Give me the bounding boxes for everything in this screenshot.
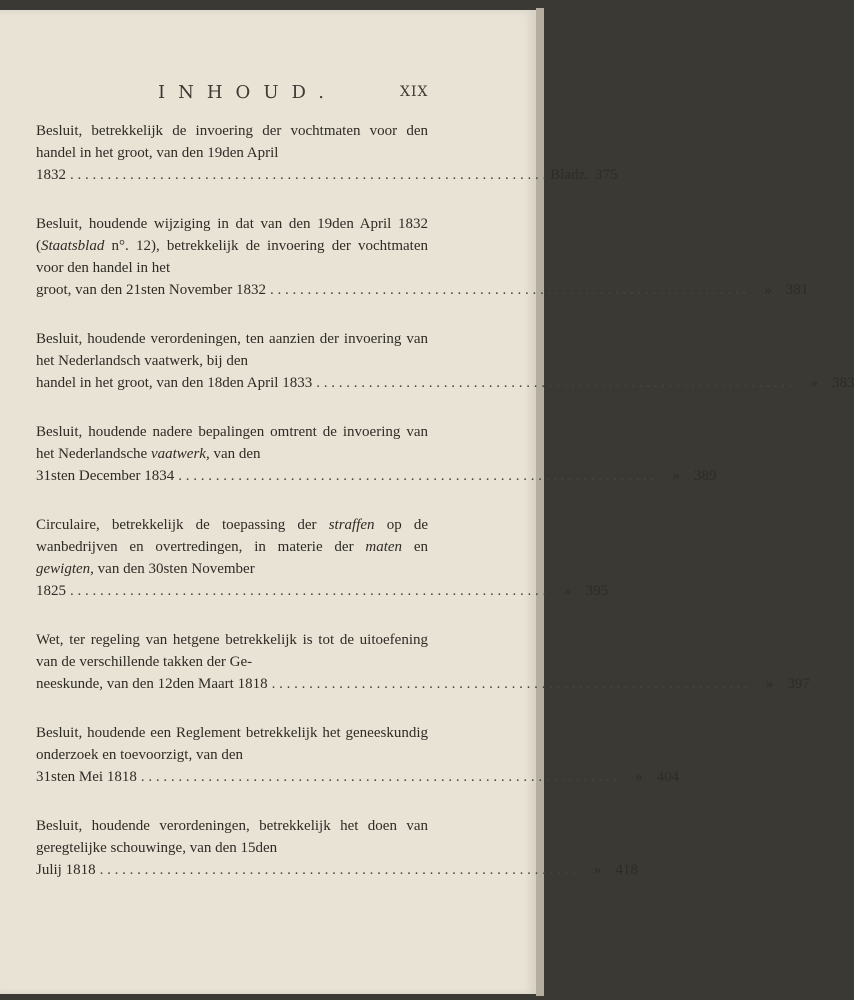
page-header xyxy=(0,80,536,110)
page-ref-mark: Bladz. xyxy=(550,167,589,183)
entry-page-ref xyxy=(580,859,638,881)
page-ref-number: 397 xyxy=(787,676,810,692)
toc-entry xyxy=(36,213,809,301)
entry-text-part: op de wanbedrijven en overtredingen, in materie der xyxy=(36,517,428,555)
entry-last-line: 31sten December 1834 xyxy=(36,468,175,484)
entry-leader-line xyxy=(36,279,809,301)
table-of-contents xyxy=(36,120,854,908)
entry-page-ref xyxy=(750,279,808,301)
entry-leader-line xyxy=(36,465,717,487)
entry-text: Besluit, betrekkelijk de invoering der vochtmaten voor den handel in het groot, van den 19den April xyxy=(36,123,428,161)
toc-entry xyxy=(36,815,638,881)
dot-leader: . . . . . . . . . . . . . . . . . . . . . . . . . . . . . . . . . . . . . . . . . . . . . . . . . . . . . . . . . . . . . . . . xyxy=(271,676,748,692)
entry-last-line: handel in het groot, van den 18den April 1833 xyxy=(36,375,313,391)
entry-text-italic: straffen xyxy=(328,517,375,533)
entry-text xyxy=(36,421,428,465)
toc-entry xyxy=(36,629,810,695)
page-number: XIX xyxy=(400,84,429,100)
toc-entry xyxy=(36,514,609,602)
page-ref-number: 418 xyxy=(615,862,638,878)
entry-last-line: 1825 xyxy=(36,583,66,599)
page-ref-mark: » xyxy=(593,862,602,878)
toc-entry xyxy=(36,421,717,487)
entry-text-part: , van den 30sten November xyxy=(90,561,255,577)
page-ref-mark: » xyxy=(810,375,818,391)
entry-last-line: 31sten Mei 1818 xyxy=(36,769,137,785)
entry-leader-line xyxy=(36,580,609,602)
dot-leader: . . . . . . . . . . . . . . . . . . . . . . . . . . . . . . . . . . . . . . . . . . . . . . . . . . . . . . . . . . . . . . . . xyxy=(140,769,618,785)
page-ref-mark: » xyxy=(764,282,772,298)
entry-text-part: en xyxy=(402,539,428,555)
page-ref-number: 381 xyxy=(785,282,809,298)
entry-text: Besluit, houdende verordeningen, betrekkelijk het doen van geregtelijke schouwinge, van den 15den xyxy=(36,818,428,856)
page-ref-mark: » xyxy=(635,769,643,785)
entry-page-ref xyxy=(550,580,608,602)
entry-page-ref xyxy=(621,766,679,788)
entry-text: Wet, ter regeling van hetgene betrekkelijk is tot de uitoefening van de verschillende takken der Ge- xyxy=(36,632,428,670)
dot-leader: . . . . . . . . . . . . . . . . . . . . . . . . . . . . . . . . . . . . . . . . . . . . . . . . . . . . . . . . . . . . . . . . xyxy=(316,375,793,391)
entry-text-part: n°. 12), betrekkelijk de invoering der vochtmaten voor den handel in het xyxy=(36,238,428,276)
dot-leader: . . . . . . . . . . . . . . . . . . . . . . . . . . . . . . . . . . . . . . . . . . . . . . . . . . . . . . . . . . . . . . . . xyxy=(178,468,655,484)
entry-text: Besluit, houdende verordeningen, ten aanzien der invoering van het Nederlandsch vaatwerk, bij den xyxy=(36,331,428,369)
toc-entry xyxy=(36,120,618,186)
entry-leader-line xyxy=(36,766,680,788)
entry-text-part: , van den xyxy=(205,446,261,462)
entry-leader-line xyxy=(36,673,810,695)
entry-page-ref xyxy=(796,372,854,394)
entry-text-part: Circulaire, betrekkelijk de toepassing der xyxy=(36,517,329,533)
entry-text-italic: maten xyxy=(365,539,403,555)
entry-last-line: groot, van den 21sten November 1832 xyxy=(36,282,266,298)
entry-last-line: 1832 xyxy=(36,167,66,183)
entry-text: Besluit, houdende een Reglement betrekkelijk het geneeskundig onderzoek en toevoorzigt, van den xyxy=(36,725,428,763)
entry-text xyxy=(36,514,428,580)
page-ref-mark: » xyxy=(765,676,774,692)
page-ref-number: 383 xyxy=(831,375,854,391)
dot-leader: . . . . . . . . . . . . . . . . . . . . . . . . . . . . . . . . . . . . . . . . . . . . . . . . . . . . . . . . . . . . . . . . xyxy=(99,862,576,878)
entry-last-line: Julij 1818 xyxy=(36,862,96,878)
page-ref-number: 389 xyxy=(694,468,717,484)
page-ref-number: 404 xyxy=(656,769,680,785)
dot-leader: . . . . . . . . . . . . . . . . . . . . . . . . . . . . . . . . . . . . . . . . . . . . . . . . . . . . . . . . . . . . . . . . xyxy=(70,583,547,599)
entry-page-ref xyxy=(550,164,618,186)
toc-entry xyxy=(36,722,680,788)
page-ref-number: 395 xyxy=(585,583,609,599)
entry-page-ref xyxy=(752,673,810,695)
entry-last-line: neeskunde, van den 12den Maart 1818 xyxy=(36,676,268,692)
entry-text-italic: gewigten xyxy=(36,561,91,577)
entry-leader-line xyxy=(36,164,618,186)
entry-leader-line xyxy=(36,859,638,881)
entry-text-italic: Staatsblad xyxy=(41,238,105,254)
entry-text-part: Besluit, houdende wijziging in dat van den 19den April 1832 ( xyxy=(36,216,428,254)
page-ref-number: 375 xyxy=(595,167,618,183)
entry-page-ref xyxy=(659,465,717,487)
dot-leader: . . . . . . . . . . . . . . . . . . . . . . . . . . . . . . . . . . . . . . . . . . . . . . . . . . . . . . . . . . . . . . . . xyxy=(70,167,547,183)
page-ref-mark: » xyxy=(672,468,681,484)
entry-text xyxy=(36,213,428,279)
toc-entry xyxy=(36,328,854,394)
page-ref-mark: » xyxy=(564,583,572,599)
running-title: INHOUD. xyxy=(158,82,337,103)
entry-text-italic: vaatwerk xyxy=(150,446,206,462)
dot-leader: . . . . . . . . . . . . . . . . . . . . . . . . . . . . . . . . . . . . . . . . . . . . . . . . . . . . . . . . . . . . . . . . xyxy=(269,282,747,298)
page-edge xyxy=(536,8,544,996)
entry-leader-line xyxy=(36,372,854,394)
entry-text-part: Besluit, houdende nadere bepalingen omtrent de invoering van het Nederlandsche xyxy=(36,424,428,462)
